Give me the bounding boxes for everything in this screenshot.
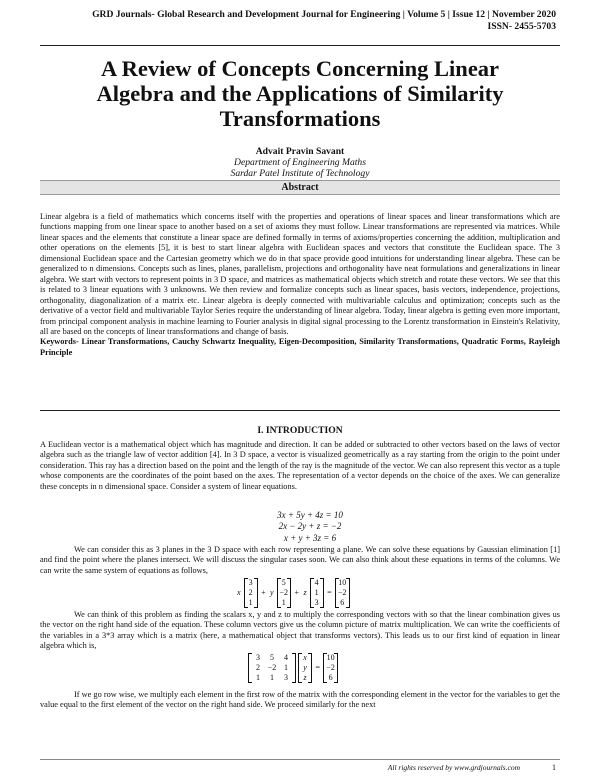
intro-paragraph-4	[40, 690, 560, 711]
footer-rule	[40, 759, 560, 760]
variable-vector	[298, 653, 312, 683]
intro-paragraph-2	[40, 545, 560, 576]
matrix-cell: 5	[281, 578, 286, 587]
matrix-cell: 3	[314, 598, 319, 607]
abstract-text: Linear algebra is a field of mathematics which concerns itself with the properties and operations of linear spaces and linear transformations which are functions mapping from one linear space to another based on a set of axioms they must follow. Linear transformations are represented via matrices. While linear spaces and the elements that constitute a linear space are defined formally in terms of axioms/properties concerning the addition, multiplication and other operations on the elements [5], it is best to start linear algebra with Euclidean spaces and vectors that constitute the Euclidean space. The 3 dimensional Euclidean space and the Cartesian geometry which we do in that space provide good intuitions for understanding linear algebra. These can be generalized to n dimensions. Concepts such as lines, planes, parallelism, projections and orthogonality have neat formulations and generalizations in linear algebra. We start with vectors to represent points in 3 D space, and matrices as mathematical objects which stretch and rotate these vectors. We see that this is related to 3 linear equations with 3 unknowns. We then review and formalize concepts such as linear spaces, basis vectors, independence, projections, orthogonality, diagonalization of a matrix etc. Linear algebra is deeply connected with multivariable calculus and optimization; concepts such as the derivative of a vector field and multivariable Taylor Series require the understanding of linear algebra. Today, linear algebra is getting even more important, from principal component analysis in machine learning to Fourier analysis in digital signal processing to the Lorentz transformation in Einstein's Relativity, all are based on the concepts of linear transformations and change of basis.	[40, 212, 560, 336]
matrix-cell: 6	[328, 673, 333, 682]
section-heading-introduction: I. INTRODUCTION	[257, 425, 343, 436]
matrix-cell: −2	[337, 588, 347, 597]
matrix-cell: z	[303, 673, 307, 682]
plus-sign: +	[294, 588, 300, 597]
equation-3: x + y + 3z = 6	[283, 532, 337, 543]
abstract-heading: Abstract	[40, 180, 560, 195]
header-rule	[40, 45, 560, 46]
equals-sign: =	[315, 663, 321, 672]
para-3: We can think of this problem as finding the scalars x, y and z to multiply the corresponding vectors with so that the linear combination gives us the vector on the right hand side of the equation. These column vectors give us the column picture of matrix multiplication. We can write the coefficients of the variables in a 3*3 array which is a matrix (here, a mathematical object that transforms vectors). This leads us to our first kind of equation in linear algebra which is,	[40, 610, 560, 651]
title-line-1: A Review of Concepts Concerning Linear	[100, 56, 500, 81]
matrix-cell: y	[303, 663, 307, 672]
keywords: Keywords- Linear Transformations, Cauchy Schwartz Inequality, Eigen-Decomposition, Similarity Transformations, Quadratic Forms, Rayleigh Principle	[40, 337, 560, 357]
matrix-cell: −2	[267, 663, 277, 672]
equals-sign: =	[326, 588, 332, 597]
matrix-cell: 2	[248, 588, 253, 597]
intro-paragraph-3	[40, 610, 560, 652]
coefficient-matrix	[248, 653, 296, 683]
paper-title	[40, 56, 560, 131]
para-1: A Euclidean vector is a mathematical object which has magnitude and direction. It can be added or subtracted to other vectors based on the laws of vector algebra such as the triangle law of vector addition [4]. In 3 D space, a vector is visualized geometrically as a ray starting from the origin to the point under consideration. This ray has a direction based on the point and the length of the ray is the magnitude of the vector. We can also represent this vector as a tuple whose components are the coordinates of the point based on the axes. The representation of a vector depends on the choice of the axes. We can generalize these concepts in n dimensional space. Consider a system of linear equations.	[40, 440, 560, 491]
para-4: If we go row wise, we multiply each element in the first row of the matrix with the corresponding element in the vector for the variables to get the value equal to the first element of the vector on the right hand side. We proceed similarly for the next	[40, 690, 560, 710]
running-header	[92, 9, 556, 33]
equation-1: 3x + 5y + 4z = 10	[277, 510, 343, 520]
para-2: We can consider this as 3 planes in the 3 D space with each row representing a plane. We can solve these equations by Gaussian elimination [1] and find the point where the planes intersect. We will discuss the singular cases soon. We can also think about these equations in terms of the columns. We can write the same system of equations as follows,	[40, 545, 560, 575]
matrix-form-equation	[247, 653, 339, 683]
column-form-equation	[235, 578, 351, 608]
matrix-cell: 10	[338, 578, 347, 587]
column-vector-2	[277, 578, 292, 608]
matrix-cell: 4	[314, 578, 319, 587]
column-vector-1	[244, 578, 258, 608]
footer-rights: All rights reserved by www.grdjournals.com	[387, 763, 520, 772]
author-inst: Sardar Patel Institute of Technology	[230, 168, 370, 179]
author-dept: Department of Engineering Maths	[234, 157, 366, 168]
matrix-cell: 3	[248, 578, 253, 587]
equation-2: 2x − 2y + z = −2	[278, 521, 342, 532]
page-number: 1	[552, 763, 556, 772]
rhs-vector	[323, 653, 338, 683]
matrix-cell: −2	[326, 663, 335, 672]
matrix-cell: x	[303, 653, 307, 662]
matrix-cell: 3	[256, 653, 260, 662]
var-y: y	[269, 588, 274, 597]
var-x: x	[237, 588, 241, 597]
title-line-3: Transformations	[219, 106, 381, 131]
plus-sign: +	[260, 588, 266, 597]
matrix-cell: −2	[279, 588, 289, 597]
column-vector-3	[310, 578, 324, 608]
author-block	[40, 146, 560, 179]
matrix-cell: 5	[270, 653, 274, 662]
matrix-cell: 1	[281, 598, 286, 607]
abstract-body	[40, 212, 560, 358]
matrix-cell: 1	[284, 663, 288, 672]
linear-system	[240, 510, 380, 544]
issn: ISSN- 2455-5703	[487, 21, 556, 32]
author-name: Advait Pravin Savant	[255, 146, 345, 157]
journal-line: GRD Journals- Global Research and Development Journal for Engineering | Volume 5 | Issue 12 | November 2020	[92, 9, 556, 20]
rhs-vector	[335, 578, 350, 608]
var-z: z	[303, 588, 307, 597]
title-line-2: Algebra and the Applications of Similarity	[96, 81, 504, 106]
matrix-cell: 10	[326, 653, 335, 662]
matrix-cell: 3	[284, 673, 288, 682]
matrix-cell: 2	[256, 663, 260, 672]
matrix-cell: 1	[248, 598, 253, 607]
matrix-cell: 1	[314, 588, 319, 597]
matrix-cell: 4	[284, 653, 288, 662]
matrix-cell: 1	[270, 673, 274, 682]
matrix-cell: 1	[256, 673, 260, 682]
matrix-cell: 6	[340, 598, 345, 607]
intro-paragraph-1	[40, 440, 560, 492]
section-rule	[40, 410, 560, 411]
